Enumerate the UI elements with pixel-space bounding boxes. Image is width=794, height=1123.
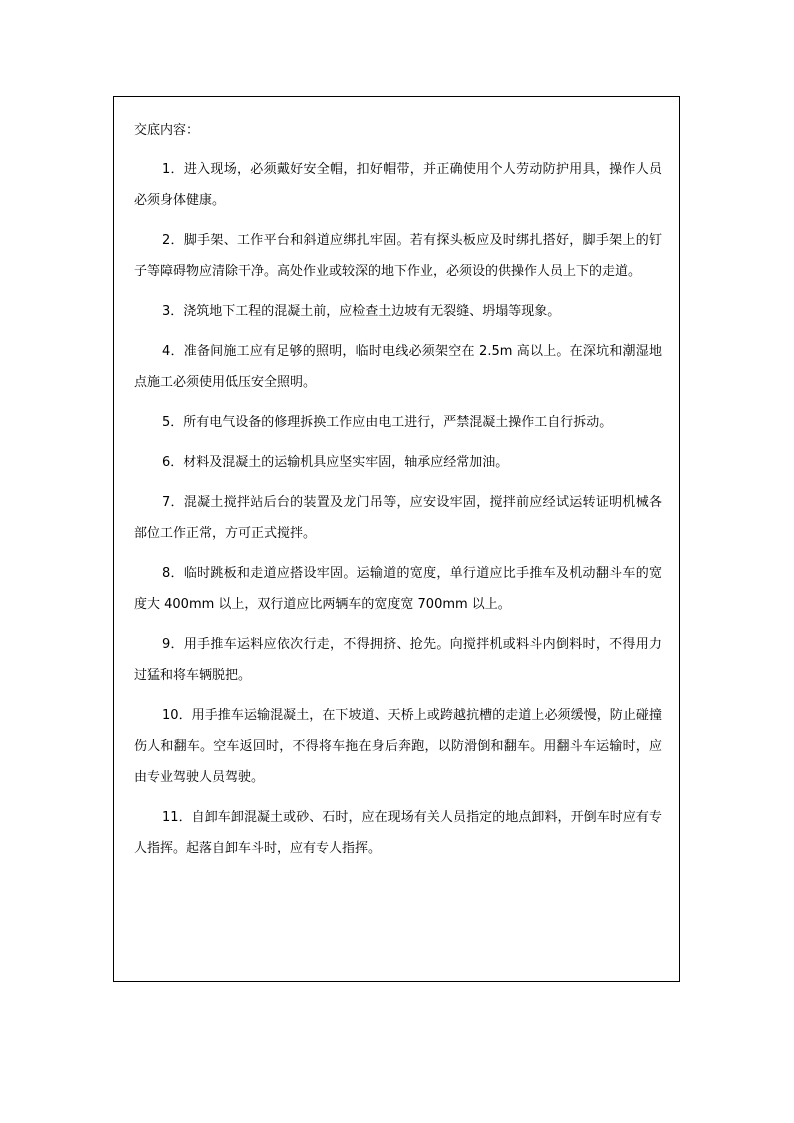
- list-item-3: 3．浇筑地下工程的混凝土前，应检查土边坡有无裂缝、坍塌等现象。: [162, 304, 561, 319]
- list-item-7: 7．混凝土搅拌站后台的装置及龙门吊等，应安设牢固，搅拌前应经试运转证明机械各部位工作正常，方可正式搅拌。: [134, 495, 662, 541]
- disclosure-content-box: [113, 96, 680, 982]
- disclosure-content: [134, 122, 662, 873]
- list-item-8: 8．临时跳板和走道应搭设牢固。运输道的宽度，单行道应比手推车及机动翻斗车的宽度大 400mm 以上，双行道应比两辆车的宽度宽 700mm 以上。: [134, 566, 662, 612]
- list-item-11: 11．自卸车卸混凝土或砂、石时，应在现场有关人员指定的地点卸料，开倒车时应有专人指挥。起落自卸车斗时，应有专人指挥。: [134, 810, 662, 856]
- list-item-4: 4．准备间施工应有足够的照明，临时电线必须架空在 2.5m 高以上。在深坑和潮湿地点施工必须使用低压安全照明。: [134, 344, 662, 390]
- list-item-6: 6．材料及混凝土的运输机具应坚实牢固，轴承应经常加油。: [162, 455, 509, 470]
- list-item-10: 10．用手推车运输混凝土，在下坡道、天桥上或跨越抗槽的走道上必须缓慢，防止碰撞伤人和翻车。空车返回时，不得将车拖在身后奔跑，以防滑倒和翻车。用翻斗车运输时，应由专业驾驶人员驾驶。: [134, 708, 662, 785]
- list-item-1: 1．进入现场，必须戴好安全帽，扣好帽带，并正确使用个人劳动防护用具，操作人员必须身体健康。: [134, 162, 662, 208]
- list-item-2: 2．脚手架、工作平台和斜道应绑扎牢固。若有探头板应及时绑扎搭好，脚手架上的钉子等障碍物应清除干净。高处作业或较深的地下作业，必须设的供操作人员上下的走道。: [134, 233, 662, 279]
- list-item-5: 5．所有电气设备的修理拆换工作应由电工进行，严禁混凝土操作工自行拆动。: [162, 415, 613, 430]
- list-item-9: 9．用手推车运料应依次行走，不得拥挤、抢先。向搅拌机或料斗内倒料时，不得用力过猛和将车辆脱把。: [134, 637, 662, 683]
- content-heading: 交底内容：: [134, 123, 200, 138]
